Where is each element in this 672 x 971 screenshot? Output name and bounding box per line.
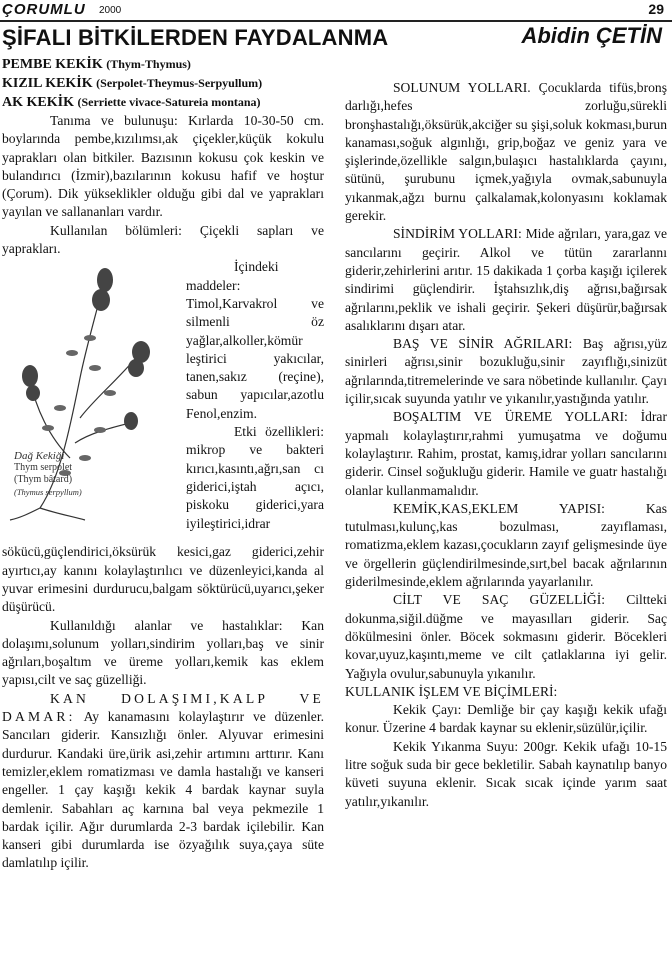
paragraph-sindirim-yollari: SİNDİRİM YOLLARI: Mide ağrıları, yara,gaz ve sancılarını geçirir. Alkol ve tütün zararlannı giderir,zehirlerini arıtır. 15 dakikada 1 çorba kaşığı içilerek sindirimi güçlendirir. İştahsızlık,diş ağrısı,bağırsak ağrılarını,peklik ve ishali geçirir. Şekeri düşürür,bağırsak asalıklarını dışarı atar.	[345, 226, 667, 333]
paragraph-tanima: Tanıma ve bulunuşu: Kırlarda 10-30-50 cm. boylarında pembe,kızılımsı,ak çiçekler,küçük kokulu yaprakları olan bitkiler. Bazısının kokusu çok keskin ve bulandırıcı (İzmir),bazılarının kokusu hafif ve hoştur (Çorum). Dik yükseklikler olduğu gibi dal ve yaprakları yayılan ve sallananları vardır.	[2, 113, 324, 220]
paragraph-icindeki-maddeler: İçindeki maddeler: Timol,Karvakrol ve silmenli öz yağlar,alkoller,kömür leştirici yakıcılar, tanen,sakız (reçine), sabun yapıcılar,azotlu Fenol,enzim.	[186, 259, 324, 421]
plant-name: PEMBE KEKİK	[2, 57, 103, 72]
plant-name-kizil	[2, 74, 324, 93]
plant-name-pembe	[2, 55, 324, 74]
plant-name: AK KEKİK	[2, 95, 74, 110]
figure-caption	[14, 450, 82, 498]
right-column	[345, 79, 667, 811]
paragraph-cilt-ve-sac: CİLT VE SAÇ GÜZELLİĞİ: Ciltteki dokunma,siğil.düğme ve mayasılları giderir. Saç dökülmesini önler. Böcek sokmasını giderir. Böcekleri kovar,uyuz,kaşıntı,meme ve cilt çatlaklarına iyi gelir. Yağıyla ovulur,sabunuyla yıkanılır.	[345, 592, 667, 681]
caption-french-name: Thym serpolet	[14, 462, 73, 474]
paragraph-etki-ozellikleri: Etki özellikleri: mikrop ve bakteri kırıcı,kasıntı,ağrı,san cı giderici,iştah açıcı, piskoku giderici,yara iyileştirici,idrar sökücü,güçlendirici,öksürük kesici,gaz giderici,zehir ayırtıcı,ay kanını kolaylaştırılıcı ve düzenleyici,kanda al yuvar erimesini durdurucu,balgam söktürücü,uyarıcı,şeker düşürücü.	[2, 424, 324, 615]
section-body: Ay kanamasını kolaylaştırır ve düzenler. Sancıları giderir. Kansızlığı önler. Alyuvar erimesini durdurur. Kandaki üre,ürik asi,zehir artımını arttırır. Kanı temizler,eklem romatizması ve damla hastalığı ve kanseri engeller. 1 çay kaşığı kekik 4 bardak kaynar suyla demlenir. Sabahları aç karnına bal veya pekmezile 1 bardak içilir. Ağır durumlarda 2-3 bardak içilebilir. Kan kanseri gibi durumlarda ise özyağılık suya,çaya süte damlatılıp içilir.	[2, 709, 325, 871]
paragraph-kullanim-basligi: KULLANIK İŞLEM VE BİÇİMLERİ:	[345, 683, 558, 699]
paragraph-kemik-kas-eklem: KEMİK,KAS,EKLEM YAPISI: Kas tutulması,kulunç,kas bozulması, zayıflaması, romatizma,eklem kazası,çocukların zayıf gelişmesinde üye ve örgellerin güçlendirilmesinde,sırt,bel bacak ağrılarının giderilmesinde,eklem ağrılarında yayarlanılır.	[345, 500, 667, 590]
thyme-illustration	[0, 258, 180, 543]
plant-latin: (Thym-Thymus)	[106, 57, 191, 71]
caption-local-name: Dağ Kekiği	[14, 450, 65, 463]
plant-name: KIZIL KEKİK	[2, 76, 93, 91]
header-rule	[0, 20, 672, 22]
paragraph-kekik-yikanma-suyu: Kekik Yıkanma Suyu: 200gr. Kekik ufağı 10-15 litre soğuk suda bir gece bekletilir. Sabah kaynatılıp banyo küveti suyuna eklenir. Sıcak sıcak içinde yarım saat yatılır,yıkanılır.	[345, 738, 667, 809]
paragraph-kullanildigi-alanlar: Kullanıldığı alanlar ve hastalıklar: Kan dolaşımı,solunum yolları,sindirim yolları,baş ve sinir ağrıları,boşaltım ve üreme yolları,kemik kas eklem yapısı,cilt ve saç güzelliği.	[2, 617, 324, 688]
thyme-drawing	[0, 258, 180, 543]
caption-french-alt: (Thym bâtard)	[14, 474, 73, 486]
magazine-brand: ÇORUMLU	[2, 1, 86, 18]
caption-latin-name: (Thymus serpyllum)	[14, 487, 82, 498]
plant-latin: (Serpolet-Theymus-Serpyullum)	[96, 76, 263, 90]
plant-name-ak	[2, 93, 324, 112]
page-number: 29	[648, 1, 664, 17]
left-column	[2, 55, 324, 873]
paragraph-kekik-cayi: Kekik Çayı: Demliğe bir çay kaşığı kekik ufağı konur. Üzerine 4 bardak kaynar su eklenir,süzülür,içilir.	[345, 702, 667, 736]
section-heading: KAN DOLAŞIMI,KALP VE DAMAR:	[2, 690, 324, 725]
plant-latin: (Serriette vivace-Satureia montana)	[77, 95, 261, 109]
magazine-year: 2000	[99, 5, 122, 16]
paragraph-bas-ve-sinir: BAŞ VE SİNİR AĞRILARI: Baş ağrısı,yüz sinirleri ağrısı,sinir bozukluğu,sinir zayıflığı,sinizüt ağrılarında,titremelerinde ve sara nöbetinde kullanılır. Çayı içilir,sıcak suyunda yatılır ve yıkanılır,yastığında yatılır.	[345, 336, 667, 407]
paragraph-solunum-yollari: SOLUNUM YOLLARI. Çocuklarda tifüs,bronş darlığı,hefes zorluğu,sürekli bronşhastalığı,öksürük,akciğer su şişi,soluk kokması,burun kanaması,soğuk algınlığı, grip,boğaz ve geniz yara ve şişlerinde,özellikle salgın,bulaşıcı hastalıklarda çayını, sütünü, şurubunu içmek,yağıyla ovmak,sabunuyla yıkanmak,ağzı burnu çalkalamak,kolonyasını koklamak gerekir.	[345, 80, 667, 224]
article-title: ŞİFALI BİTKİLERDEN FAYDALANMA	[2, 25, 389, 50]
paragraph-kan-dolasimi	[2, 690, 324, 873]
paragraph-bosaltim-ve-ureme: BOŞALTIM VE ÜREME YOLLARI: İdrar yapmalı kolaylaştırır,rahmi yumuşatma ve doğumu kolaylaştırır. Rahim, prostat, kamış,idrar yolları sancılarını giderir. Cinsel soğukluğu giderir. Hamile ve guatr hastalığı olanlar kullanmamalıdır.	[345, 409, 667, 498]
paragraph-kullanilan-bolumler: Kullanılan bölümleri: Çiçekli sapları ve yaprakları.	[2, 222, 324, 257]
article-author: Abidin ÇETİN	[521, 23, 662, 48]
